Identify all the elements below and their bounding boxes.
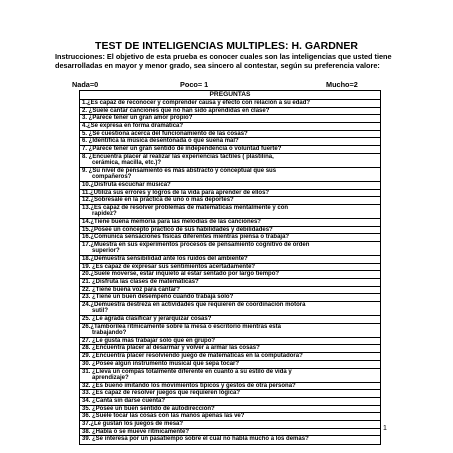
question-row [80,302,380,316]
question-row [80,316,380,324]
rating-scale [72,80,372,89]
question-row [80,421,380,429]
question-text-continuation: rapidez? [92,211,117,218]
question-text: 29. ¿Encuentra placer resolviendo juego de matemáticas en la computadora? [82,353,303,360]
question-row [80,324,380,338]
question-row [80,227,380,235]
question-row [80,264,380,272]
questions-table [79,90,381,445]
question-row [80,413,380,421]
question-row [80,182,380,190]
question-text-continuation: superior? [92,248,120,255]
question-text: 12.¿Sobresale en la práctica de uno o mas deportes? [82,197,234,204]
question-text: 36. ¿Suele tocar las cosas con las manos apenas las ve? [82,413,245,420]
question-row [80,279,380,287]
question-row [80,256,380,264]
scale-nada: Nada=0 [72,80,99,89]
question-text-continuation: cerámica, macilla, etc.)? [92,160,162,167]
question-text: 32. ¿Es bueno imitando los movimientos típicos y gestos de otra persona? [82,382,296,389]
question-text: 13.¿Es capaz de resolver problemas de matemáticas mentalmente y con [82,204,289,211]
question-text: 6. ¿Identifica la música desentonada o que suena mal? [82,138,239,145]
question-text: 7. ¿Parece tener un gran sentido de independencia o voluntad fuerte? [82,146,282,153]
question-row [80,154,380,168]
question-text: 38. ¿Habla o se mueve rítmicamente? [82,428,190,435]
question-text: 11.¿Utiliza sus errores y logros de la vida para aprender de ellos? [82,189,270,196]
question-text-continuation: aprendizaje? [92,374,129,381]
question-text: 1.¿Es capaz de reconocer y comprender causa y efecto con relación a su edad? [82,100,311,106]
page-title: TEST DE INTELIGENCIAS MULTIPLES: H. GARDNER [95,40,358,52]
question-row [80,168,380,182]
question-row [80,383,380,391]
question-text: 14.¿Tiene buena memoria para las melodías de las canciones? [82,218,261,225]
question-text: 15.¿Posee un concepto practico de sus habilidades y debilidades? [82,226,273,233]
question-row [80,146,380,154]
question-row [80,353,380,361]
question-row [80,345,380,353]
question-text: 25. ¿Le agrada clasificar y jerarquizar cosas? [82,316,212,323]
question-text: 8. ¿Encuentra placer al realizar las experiencias táctiles ( plastilina, [82,153,274,160]
question-text: 2. ¿Suele cantar canciones que no han sido aprendidas en clase? [82,107,270,114]
question-row [80,242,380,256]
question-row [80,138,380,146]
question-text: 35. ¿Posee un buen sentido de autodirección? [82,405,215,412]
question-text: 10.¿Disfruta escuchar música? [82,181,171,188]
question-row [80,294,380,302]
question-text: 22. ¿Tiene buena voz para cantar? [82,286,180,293]
question-text: 34. ¿Canta sin darse cuenta? [82,397,166,404]
question-row [80,398,380,406]
question-text-continuation: sutil? [92,308,108,315]
question-text: 37.¿Le gustan los juegos de mesa? [82,420,184,427]
question-row [80,100,380,108]
question-text: 30. ¿Posee algún instrumento musical que sepa tocar? [82,360,240,367]
question-text: 23. ¿Tiene un buen desempeño cuando trabaja solo? [82,294,234,301]
question-row [80,406,380,414]
question-text: 19. ¿Es capaz de expresar sus sentimientos acertadamente? [82,263,256,270]
question-text: 5. ¿Se cuestiona acerca del funcionamiento de las cosas? [82,130,248,137]
question-text: 3. ¿Parece tener un gran amor propio? [82,115,193,122]
question-text: 18.¿Demuestra sensibilidad ante los ruidos del ambiente? [82,255,248,262]
question-row [80,361,380,369]
questions-list [80,100,380,444]
question-row [80,108,380,116]
question-text: 39. ¿Se interesa por un pasatiempo sobre el cual no habla mucho a los demás? [82,436,309,443]
scale-poco: Poco= 1 [180,80,209,89]
question-text: 9. ¿Su nivel de pensamiento es más abstracto y conceptual que sus [82,167,277,174]
scale-mucho: Mucho=2 [326,80,358,89]
instructions-text: Instrucciones: El objetivo de esta prueba es conocer cuales son las inteligencias que usted tiene desarrolladas en mayor y menor grado, sea sincero al contestar, según su preferencia valore: [55,52,392,70]
question-text-continuation: compañeros? [92,174,132,181]
question-row [80,197,380,205]
page-number: 1 [383,425,387,432]
table-header: PREGUNTAS [80,91,380,100]
question-row [80,390,380,398]
question-row [80,123,380,131]
question-row [80,436,380,444]
question-row [80,271,380,279]
question-text: 4.¿Se expresa en forma dramática? [82,123,184,130]
question-row [80,338,380,346]
question-text: 31. ¿Lleva un compás totalmente diferente en cuanto a su estilo de vida y [82,368,292,375]
question-row [80,234,380,242]
question-text: 28. ¿Encuentra placer al desarmar y volver a armar las cosas? [82,345,260,352]
question-row [80,369,380,383]
question-text: 24.¿Demuestra destreza en actividades que requieren de coordinación motora [82,302,306,309]
question-row [80,219,380,227]
question-text-continuation: trabajando? [92,330,127,337]
question-row [80,131,380,139]
question-row [80,429,380,437]
question-text: 21. ¿Disfruta las clases de matemáticas? [82,279,199,285]
question-text: 27. ¿Le gusta mas trabajar solo que en grupo? [82,337,216,344]
question-row [80,190,380,198]
question-text: 26.¿Tamborilea rítmicamente sobre la mesa o escritorio mientras esta [82,323,281,330]
question-text: 17.¿Muestra en sus experimentos procesos de pensamiento cognitivo de orden [82,241,310,248]
question-text: 20.¿Suele moverse, estar inquieto al estar sentado por largo tiempo? [82,271,280,278]
question-row [80,115,380,123]
question-row [80,205,380,219]
question-row [80,287,380,295]
question-text: 33. ¿Es capaz de resolver juegos que requieren lógica? [82,390,241,397]
question-text: 16.¿Comunica sensaciones físicas diferentes mientras piensa o trabaja? [82,234,290,241]
